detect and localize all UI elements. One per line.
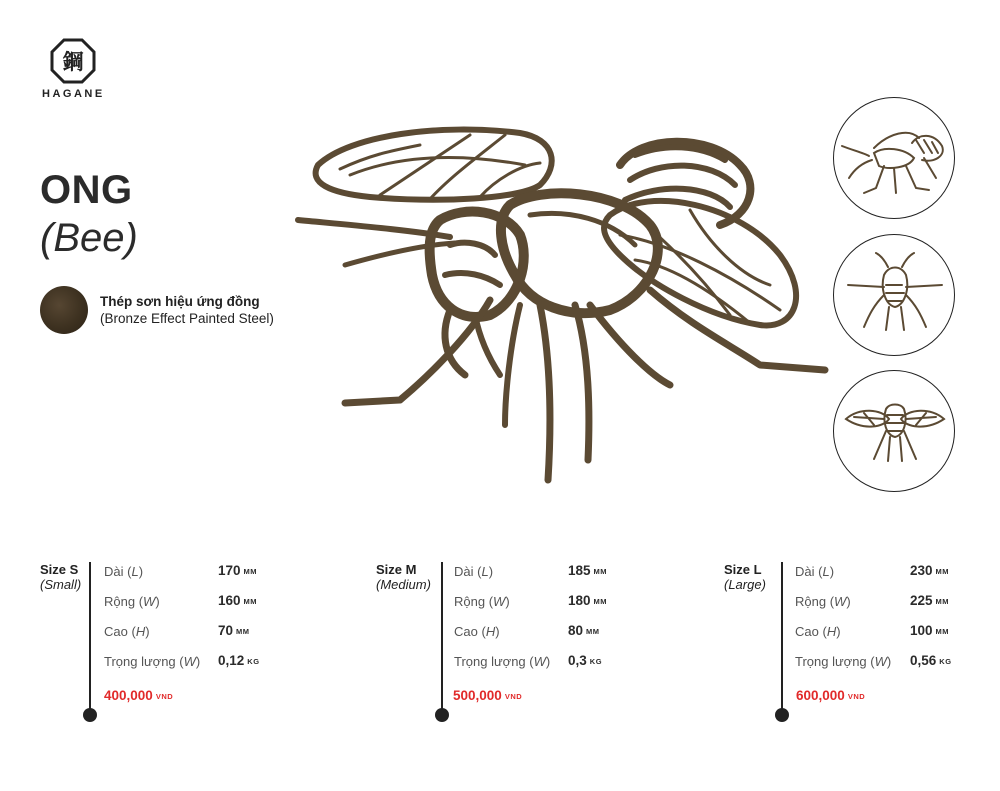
size-name — [40, 562, 81, 592]
thumb-front-view[interactable] — [833, 234, 955, 356]
size-divider-dot — [83, 708, 97, 722]
spec-row-height: Cao (H) — [795, 624, 841, 639]
spec-row-weight: Trọng lượng (W) — [104, 654, 201, 669]
spec-row-width: Rộng (W) — [795, 594, 851, 609]
brand-name: HAGANE — [42, 88, 105, 100]
size-name-sub: (Large) — [724, 577, 766, 592]
size-name-main: Size L — [724, 562, 762, 577]
spec-row-weight: Trọng lượng (W) — [454, 654, 551, 669]
price: 500,000 VND — [453, 688, 523, 703]
material-name-en: (Bronze Effect Painted Steel) — [100, 311, 274, 326]
size-divider-line — [441, 562, 443, 714]
size-name — [376, 562, 431, 592]
product-subtitle: (Bee) — [40, 216, 138, 260]
spec-value-height: 70 MM — [218, 623, 250, 638]
spec-row-width: Rộng (W) — [104, 594, 160, 609]
spec-value-height: 80 MM — [568, 623, 600, 638]
spec-value-weight: 0,56 KG — [910, 653, 952, 668]
spec-value-width: 225 MM — [910, 593, 950, 608]
spec-row-length: Dài (L) — [454, 564, 494, 579]
size-block-m — [376, 560, 636, 720]
spec-row-width: Rộng (W) — [454, 594, 510, 609]
size-divider-dot — [435, 708, 449, 722]
thumb-top-view[interactable] — [833, 370, 955, 492]
spec-value-length: 230 MM — [910, 563, 950, 578]
spec-value-width: 180 MM — [568, 593, 608, 608]
size-divider-line — [89, 562, 91, 714]
spec-value-width: 160 MM — [218, 593, 258, 608]
spec-value-length: 170 MM — [218, 563, 258, 578]
spec-row-height: Cao (H) — [104, 624, 150, 639]
size-divider-line — [781, 562, 783, 714]
spec-row-weight: Trọng lượng (W) — [795, 654, 892, 669]
bee-top-view-icon — [834, 371, 955, 492]
product-title: ONG — [40, 168, 133, 212]
bee-side-view-icon — [834, 98, 955, 219]
price: 600,000 VND — [796, 688, 866, 703]
octagon-logo-icon — [50, 38, 96, 84]
spec-value-height: 100 MM — [910, 623, 950, 638]
spec-row-height: Cao (H) — [454, 624, 500, 639]
thumb-side-view[interactable] — [833, 97, 955, 219]
bee-main-image — [290, 125, 830, 490]
size-block-l — [724, 560, 984, 720]
spec-value-length: 185 MM — [568, 563, 608, 578]
brand-logo[interactable] — [42, 38, 104, 100]
size-block-s — [40, 560, 300, 720]
material-info — [40, 286, 274, 334]
size-name-main: Size M — [376, 562, 417, 577]
spec-value-weight: 0,12 KG — [218, 653, 260, 668]
bee-front-view-icon — [834, 235, 955, 356]
size-name-main: Size S — [40, 562, 79, 577]
spec-value-weight: 0,3 KG — [568, 653, 603, 668]
spec-row-length: Dài (L) — [795, 564, 835, 579]
price: 400,000 VND — [104, 688, 174, 703]
spec-row-length: Dài (L) — [104, 564, 144, 579]
size-divider-dot — [775, 708, 789, 722]
material-swatch[interactable] — [40, 286, 88, 334]
material-name-vn: Thép sơn hiệu ứng đồng — [100, 294, 260, 309]
size-name-sub: (Medium) — [376, 577, 431, 592]
size-name-sub: (Small) — [40, 577, 82, 592]
size-name — [724, 562, 766, 592]
logo-glyph: 鋼 — [62, 50, 84, 74]
